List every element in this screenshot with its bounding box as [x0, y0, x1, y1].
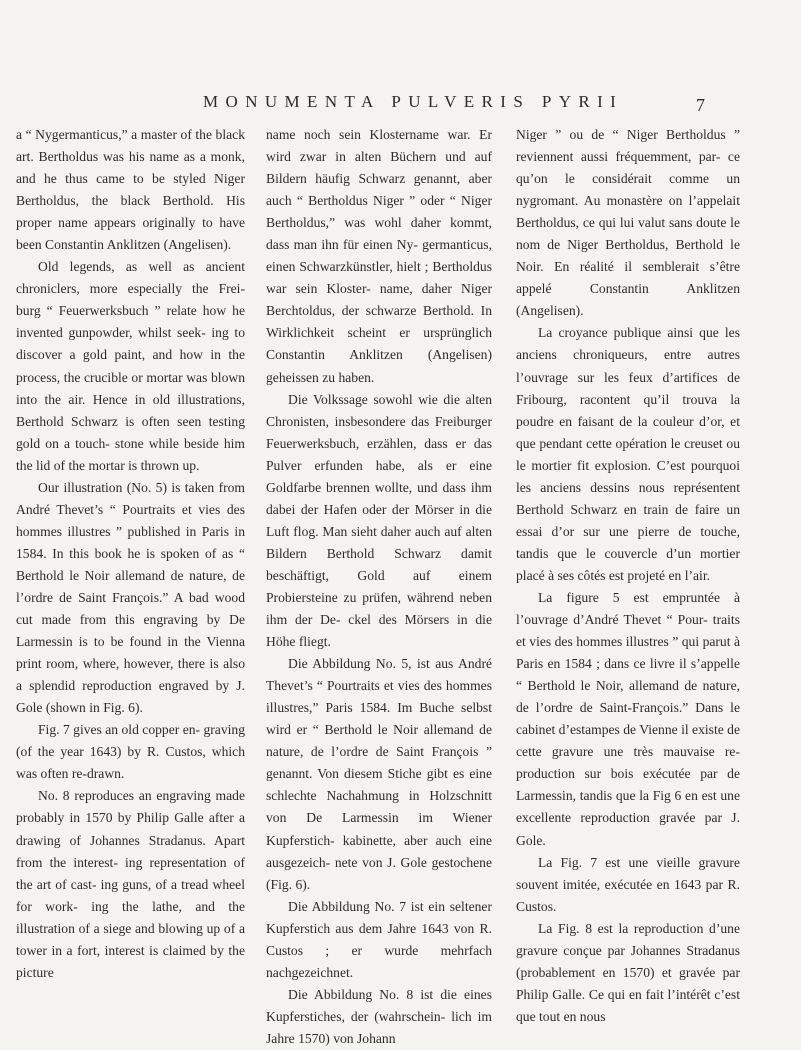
paragraph: Die Abbildung No. 5, ist aus André Thevet’s “ Pourtraits et vies des hommes illustres,” Paris 1584. Im Buche selbst wird er “ Berthold le Noir allemand de nature, de l’ordre de Saint François ” genannt. Von diesem Stiche gibt es eine schlechte Nachahmung in Holzschnitt von De Larmessin im Wiener Kupferstich- kabinette, aber auch eine ausgezeich- nete von J. Gole gestochene (Fig. 6). — [266, 656, 492, 892]
english-column — [16, 124, 245, 984]
german-column — [266, 124, 492, 1050]
running-title: MONUMENTA PULVERIS PYRII — [203, 92, 624, 111]
french-column — [516, 124, 740, 1028]
paragraph: Fig. 7 gives an old copper en- graving (of the year 1643) by R. Custos, which was often re-drawn. — [16, 722, 245, 782]
running-head — [0, 92, 801, 116]
paragraph: a “ Nygermanticus,” a master of the black art. Bertholdus was his name as a monk, and he thus came to be styled Niger Bertholdus, the black Berthold. His proper name appears originally to have been Constantin Anklitzen (Angelisen). — [16, 127, 245, 253]
paragraph: La Fig. 8 est la reproduction d’une gravure conçue par Johannes Stradanus (probablement en 1570) et gravée par Philip Galle. Ce qui en fait l’intérêt c’est que tout en nous — [516, 920, 740, 1024]
paragraph: Die Volkssage sowohl wie die alten Chronisten, insbesondere das Freiburger Feuerwerksbuch, erzählen, dass er das Pulver erfunden habe, als er eine Goldfarbe brennen wollte, und dass ihm dabei der Hafen oder der Mörser in die Luft flog. Man sieht daher auch auf alten Bildern Berthold Schwarz damit beschäftigt, Gold auf einem Probiersteine zu prüfen, während neben ihm der De- ckel des Mörsers in die Höhe fliegt. — [266, 391, 492, 650]
paragraph: La croyance publique ainsi que les anciens chroniqueurs, entre autres l’ouvrage sur les feux d’artifices de Fribourg, racontent qu’il trouva la poudre en faisant de la couleur d’or, et que pendant cette opération le creuset ou le mortier fit explosion. C’est pourquoi les anciens dessins nous représentent Berthold Schwarz en train de faire un essai d’or sur une pierre de touche, tandis que le couvercle d’un mortier placé à ses côtés est projeté en l’air. — [516, 325, 740, 583]
paragraph: Niger ” ou de “ Niger Bertholdus ” reviennent aussi fréquemment, par- ce qu’on le considérait comme un nygromant. Au monastère on l’appelait Bertholdus, ce qui lui valut sans doute le nom de Niger Bertholdus, Berthold le Noir. En réalité il semblerait s’être appelé Constantin Anklitzen (Angelisen). — [516, 127, 740, 319]
page-number: 7 — [696, 95, 705, 115]
paragraph: La Fig. 7 est une vieille gravure souvent imitée, exécutée en 1643 par R. Custos. — [516, 854, 740, 914]
paragraph: No. 8 reproduces an engraving made probably in 1570 by Philip Galle after a drawing of Johannes Stradanus. Apart from the interest- ing representation of the art of cast- ing guns, of a tread wheel for work- ing the lathe, and the illustration of a siege and blowing up of a tower in a fort, interest is claimed by the picture — [16, 788, 245, 980]
paragraph: Die Abbildung No. 7 ist ein seltener Kupferstich aus dem Jahre 1643 von R. Custos ; er wurde mehrfach nachgezeichnet. — [266, 898, 492, 980]
paragraph: Old legends, as well as ancient chroniclers, more especially the Frei- burg “ Feuerwerksbuch ” relate how he invented gunpowder, whilst seek- ing to discover a gold paint, and how in the process, the crucible or mortar was blown into the air. Hence in old illustrations, Berthold Schwarz is often seen testing gold on a touch- stone while beside him the lid of the mortar is thrown up. — [16, 259, 245, 473]
paragraph: Die Abbildung No. 8 ist die eines Kupferstiches, der (wahrschein- lich im Jahre 1570) von Johann — [266, 986, 492, 1046]
paragraph: name noch sein Klostername war. Er wird zwar in alten Büchern und auf Bildern häufig Schwarz genannt, aber auch “ Bertholdus Niger ” oder “ Niger Bertholdus,” was wohl daher kommt, dass man ihn für einen Ny- germanticus, einen Schwarzkünstler, hielt ; Bertholdus war sein Kloster- name, daher Niger Berchtoldus, der schwarze Berthold. In Wirklichkeit scheint er ursprünglich Constantin Anklitzen (Angelisen) geheissen zu haben. — [266, 127, 492, 385]
paragraph: Our illustration (No. 5) is taken from André Thevet’s “ Pourtraits et vies des hommes illustres ” published in Paris in 1584. In this book he is spoken of as “ Berthold le Noir allemand de nature, de l’ordre de Saint François.” A bad wood cut made from this engraving by De Larmessin is to be found in the Vienna print room, where, however, there is also a splendid reproduction engraved by J. Gole (shown in Fig. 6). — [16, 479, 245, 716]
paragraph: La figure 5 est empruntée à l’ouvrage d’André Thevet “ Pour- traits et vies des hommes illustres ” qui parut à Paris en 1584 ; dans ce livre il s’appelle “ Berthold le Noir, allemand de nature, de l’ordre de Saint-François.” Dans le cabinet d’estampes de Vienne il existe de cette gravure une très mauvaise re- production sur bois exécutée par de Larmessin, tandis que la Fig 6 en est une excellente reproduction gravée par J. Gole. — [516, 589, 740, 848]
